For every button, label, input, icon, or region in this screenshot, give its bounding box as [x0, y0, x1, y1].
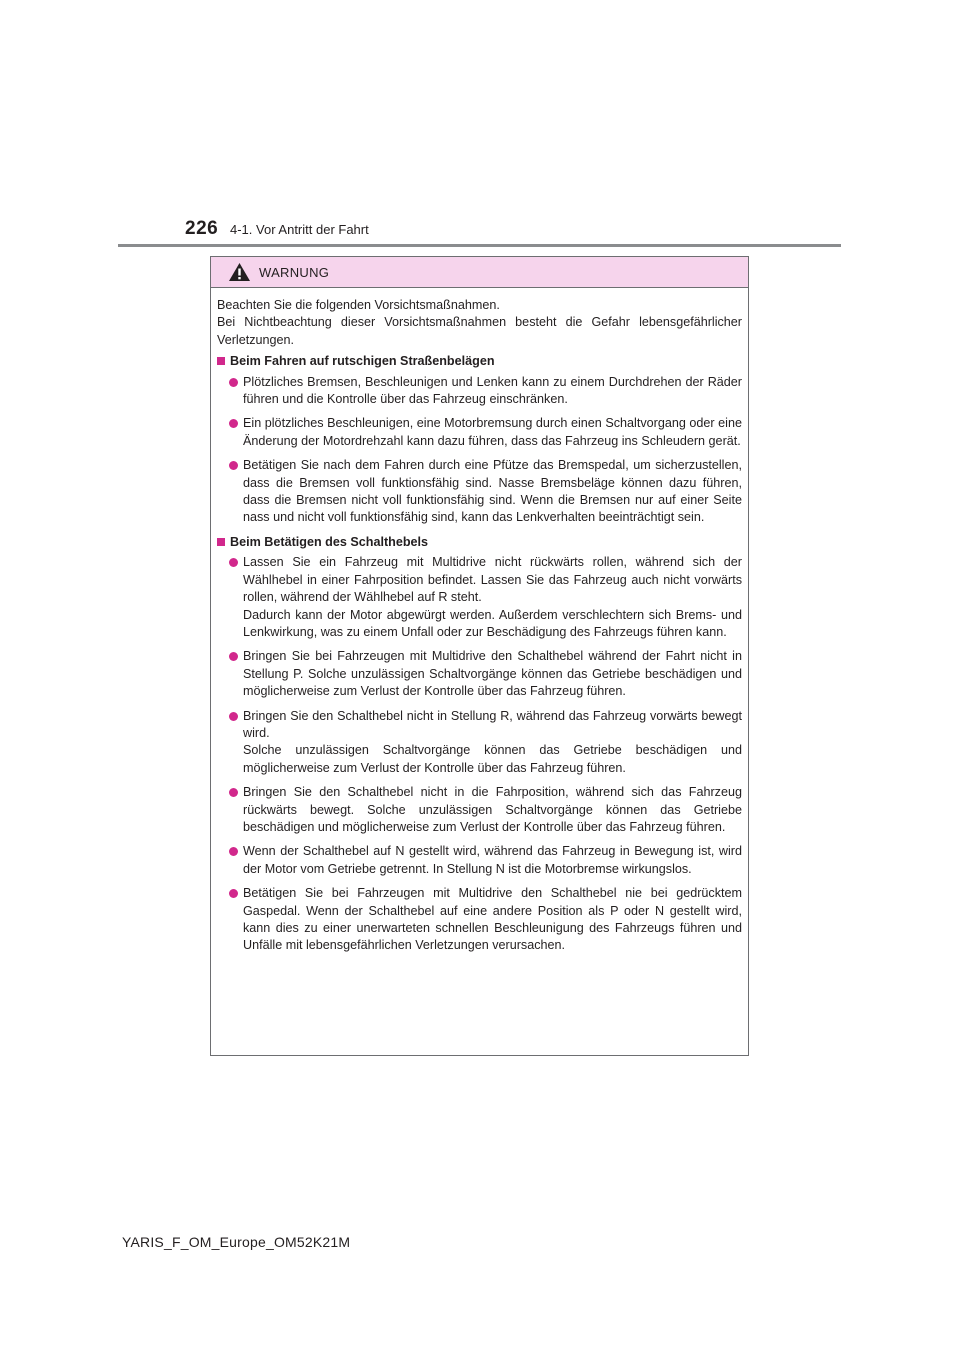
list-item	[217, 374, 742, 409]
section-heading	[217, 534, 742, 551]
square-bullet-icon	[217, 357, 225, 365]
item-text: Plötzliches Bremsen, Beschleunigen und Lenken kann zu einem Durchdrehen der Räder führen und die Kontrolle über das Fahrzeug einschränken.	[243, 374, 742, 407]
circle-bullet-icon	[229, 847, 238, 856]
warning-title: WARNUNG	[259, 264, 330, 280]
circle-bullet-icon	[229, 558, 238, 567]
item-text: Ein plötzliches Beschleunigen, eine Motorbremsung durch einen Schaltvorgang oder eine Änderung der Motordrehzahl kann dazu führen, dass das Fahrzeug ins Schleudern gerät.	[243, 416, 742, 448]
item-text: Betätigen Sie bei Fahrzeugen mit Multidrive den Schalthebel nie bei gedrücktem Gaspedal. Wenn der Schalthebel auf eine andere Position als P oder N gestellt wird, kann dies zu einer unerwarteten schnellen Beschleunigung des Fahrzeugs führen und Unfälle mit lebensgefährlichen Verletzungen verursachen.	[243, 886, 742, 953]
circle-bullet-icon	[229, 712, 238, 721]
warning-triangle-icon	[228, 262, 251, 282]
item-list	[217, 374, 742, 527]
header-rule	[118, 244, 841, 247]
section-shift-lever	[217, 534, 742, 955]
item-text: Bringen Sie den Schalthebel nicht in Stellung R, während das Fahrzeug vorwärts bewegt wird.	[243, 708, 742, 740]
item-text: Dadurch kann der Motor abgewürgt werden. Außerdem verschlechtern sich Brems- und Lenkwirkung, was zu einem Unfall oder zur Beschädigung des Fahrzeugs führen kann.	[243, 607, 742, 639]
list-item	[217, 415, 742, 450]
square-bullet-icon	[217, 538, 225, 546]
section-slippery-roads	[217, 353, 742, 527]
list-item	[217, 554, 742, 641]
item-text: Bringen Sie bei Fahrzeugen mit Multidrive den Schalthebel während der Fahrt nicht in Stellung P. Solche unzulässigen Schaltvorgänge können das Getriebe beschädigen und möglicherweise zum Verlust der Kontrolle über das Fahrzeug führen.	[243, 649, 742, 699]
list-item	[217, 648, 742, 700]
list-item	[217, 457, 742, 527]
list-item	[217, 885, 742, 955]
footer-document-code: YARIS_F_OM_Europe_OM52K21M	[122, 1234, 351, 1250]
item-text: Betätigen Sie nach dem Fahren durch eine Pfütze das Bremspedal, um sicherzustellen, dass die Bremsen voll funktionsfähig sind. Nasse Bremsbeläge können dazu führen, dass die Bremsen nicht voll funktionsfähig sind. Wenn die Bremsen nur auf einer Seite nass und nicht voll funktionsfähig sind, kann das Lenkverhalten beeinträchtigt sein.	[243, 458, 742, 525]
section-heading-text: Beim Betätigen des Schalthebels	[230, 534, 429, 549]
section-title: 4-1. Vor Antritt der Fahrt	[230, 222, 369, 237]
list-item	[217, 784, 742, 836]
circle-bullet-icon	[229, 788, 238, 797]
circle-bullet-icon	[229, 378, 238, 387]
warning-box	[210, 256, 749, 1056]
warning-header	[211, 257, 748, 288]
intro-line: Bei Nichtbeachtung dieser Vorsichtsmaßnahmen besteht die Gefahr lebensgefährlicher Verletzungen.	[217, 315, 742, 347]
list-item	[217, 843, 742, 878]
intro-line: Beachten Sie die folgenden Vorsichtsmaßnahmen.	[217, 298, 500, 312]
section-heading-text: Beim Fahren auf rutschigen Straßenbelägen	[230, 354, 495, 369]
item-text: Wenn der Schalthebel auf N gestellt wird, während das Fahrzeug in Bewegung ist, wird der Motor vom Getriebe getrennt. In Stellung N ist die Motorbremse wirkungslos.	[243, 844, 742, 876]
item-text: Bringen Sie den Schalthebel nicht in die Fahrposition, während sich das Fahrzeug rückwärts bewegt. Solche unzulässigen Schaltvorgänge können das Getriebe beschädigen und möglicherweise zum Verlust der Kontrolle über das Fahrzeug führen.	[243, 785, 742, 834]
circle-bullet-icon	[229, 889, 238, 898]
circle-bullet-icon	[229, 652, 238, 661]
list-item	[217, 708, 742, 778]
item-text: Lassen Sie ein Fahrzeug mit Multidrive nicht rückwärts rollen, während sich der Wählhebel in einer Fahrposition befindet. Lassen Sie das Fahrzeug auch nicht vorwärts rollen, während der Wählhebel auf R steht.	[243, 555, 742, 605]
item-text: Solche unzulässigen Schaltvorgänge können das Getriebe beschädigen und möglicherweise zum Verlust der Kontrolle über das Fahrzeug führen.	[243, 743, 742, 775]
circle-bullet-icon	[229, 419, 238, 428]
warning-intro	[217, 297, 742, 349]
section-heading	[217, 353, 742, 370]
warning-body	[211, 288, 748, 955]
item-list	[217, 554, 742, 955]
circle-bullet-icon	[229, 461, 238, 470]
page-number: 226	[185, 218, 219, 239]
